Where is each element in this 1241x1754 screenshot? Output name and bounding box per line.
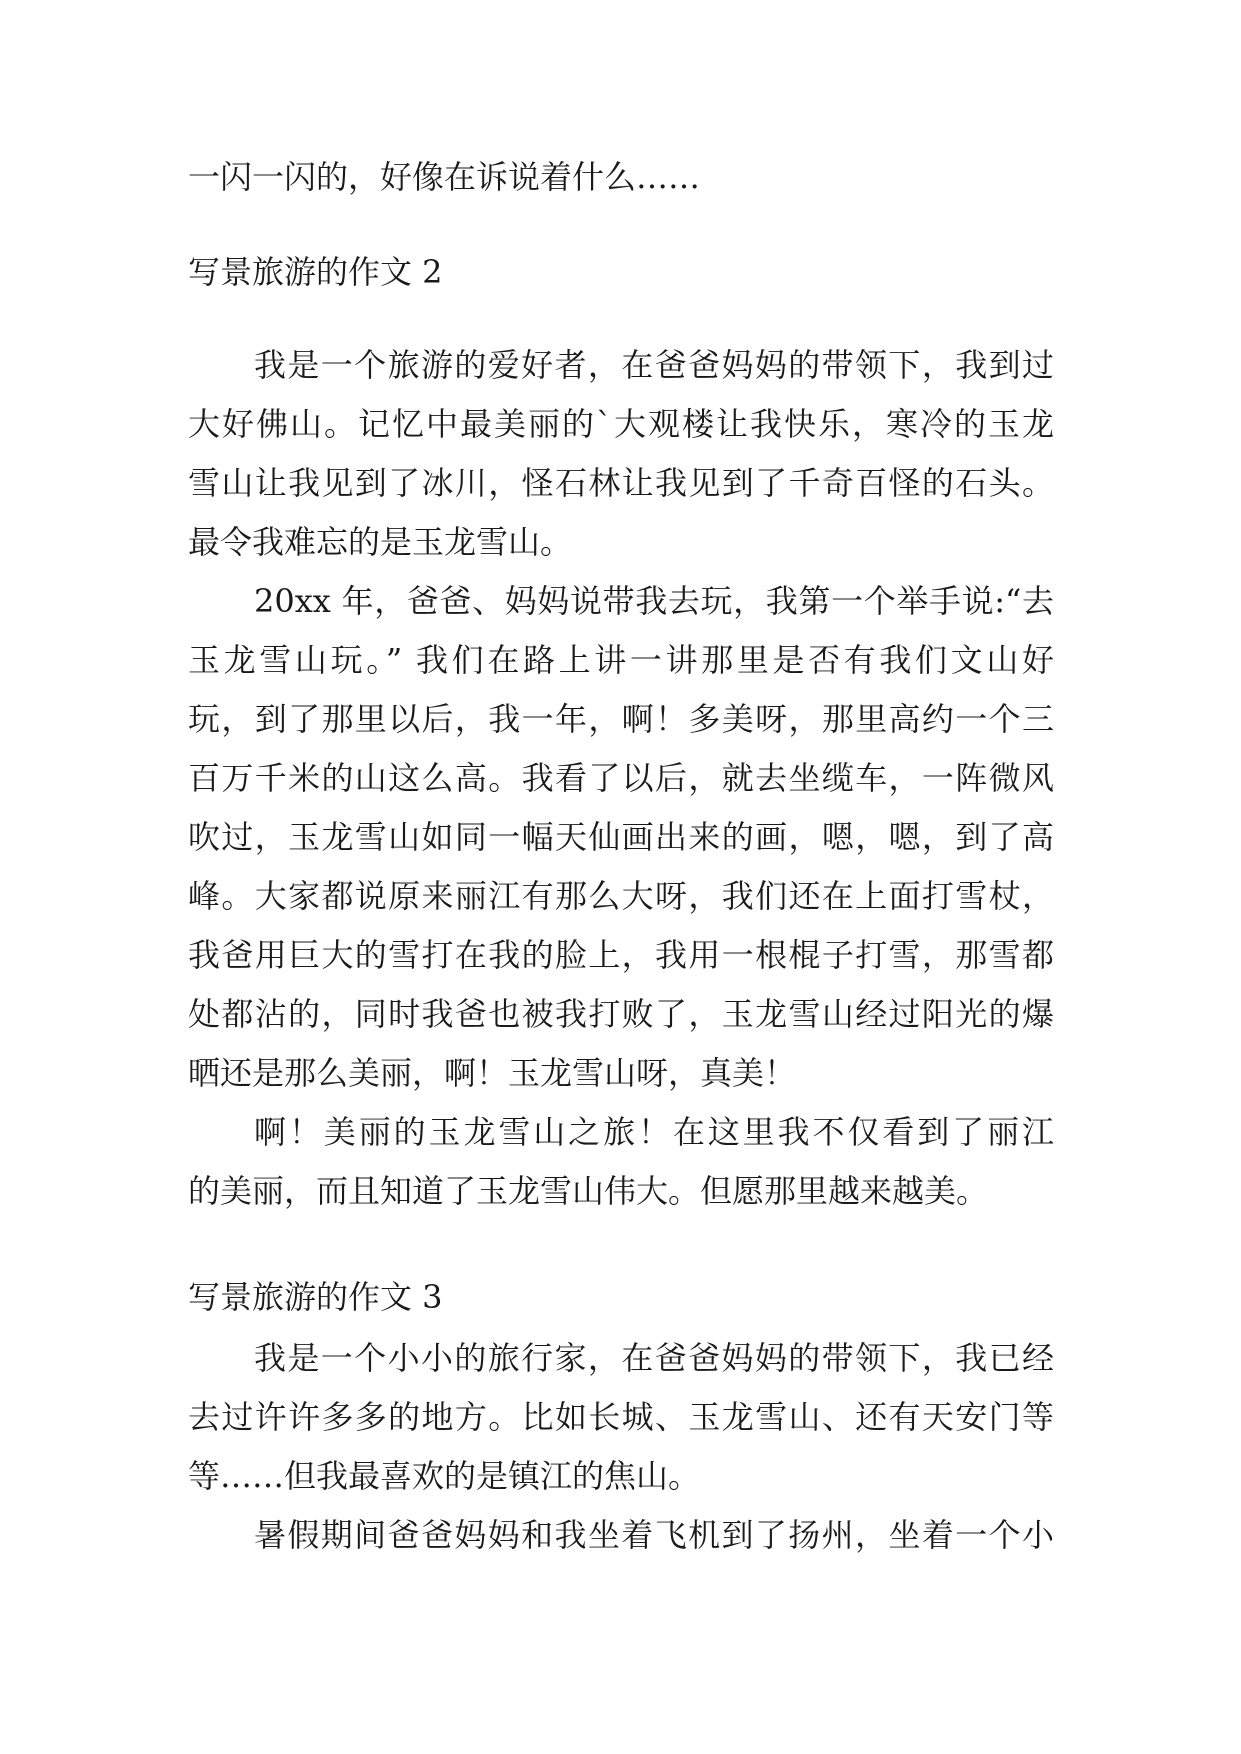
paragraph — [188, 572, 1054, 1103]
text-line: 晒还是那么美丽，啊！玉龙雪山呀，真美！ — [188, 1054, 797, 1092]
paragraph — [188, 1506, 1054, 1565]
text-line: 一闪一闪的，好像在诉说着什么…… — [188, 158, 701, 196]
text-line: 峰。大家都说原来丽江有那么大呀，我们还在上面打雪杖， — [188, 877, 1054, 915]
document-body — [188, 148, 1054, 1565]
text-line: 大好佛山。记忆中最美丽的`大观楼让我快乐，寒冷的玉龙 — [188, 405, 1054, 443]
essay-title: 写景旅游的作文 3 — [188, 1278, 443, 1316]
text-line: 等……但我最喜欢的是镇江的焦山。 — [188, 1457, 701, 1495]
text-line: 百万千米的山这么高。我看了以后，就去坐缆车，一阵微风 — [188, 759, 1054, 797]
text-line: 我爸用巨大的雪打在我的脸上，我用一根棍子打雪，那雪都 — [188, 936, 1054, 974]
paragraph — [188, 1103, 1054, 1221]
text-line: 我是一个旅游的爱好者，在爸爸妈妈的带领下，我到过 — [254, 346, 1054, 384]
text-line: 吹过，玉龙雪山如同一幅天仙画出来的画，嗯，嗯，到了高 — [188, 818, 1054, 856]
paragraph — [188, 336, 1054, 572]
text-line: 啊！美丽的玉龙雪山之旅！在这里我不仅看到了丽江 — [254, 1113, 1054, 1151]
text-line: 20xx 年，爸爸、妈妈说带我去玩，我第一个举手说:“去 — [254, 582, 1054, 620]
text-line: 暑假期间爸爸妈妈和我坐着飞机到了扬州，坐着一个小 — [254, 1516, 1054, 1554]
essay-title: 写景旅游的作文 2 — [188, 253, 443, 291]
paragraph — [188, 1329, 1054, 1506]
text-line: 去过许许多多的地方。比如长城、玉龙雪山、还有天安门等 — [188, 1398, 1054, 1436]
text-line: 雪山让我见到了冰川，怪石林让我见到了千奇百怪的石头。 — [188, 464, 1054, 502]
text-line: 最令我难忘的是玉龙雪山。 — [188, 523, 573, 561]
text-line: 处都沾的，同时我爸也被我打败了，玉龙雪山经过阳光的爆 — [188, 995, 1054, 1033]
text-line: 玩，到了那里以后，我一年，啊！多美呀，那里高约一个三 — [188, 700, 1054, 738]
text-line: 我是一个小小的旅行家，在爸爸妈妈的带领下，我已经 — [254, 1339, 1054, 1377]
text-line: 的美丽，而且知道了玉龙雪山伟大。但愿那里越来越美。 — [188, 1172, 989, 1210]
text-line: 玉龙雪山玩。” 我们在路上讲一讲那里是否有我们文山好 — [188, 641, 1054, 679]
